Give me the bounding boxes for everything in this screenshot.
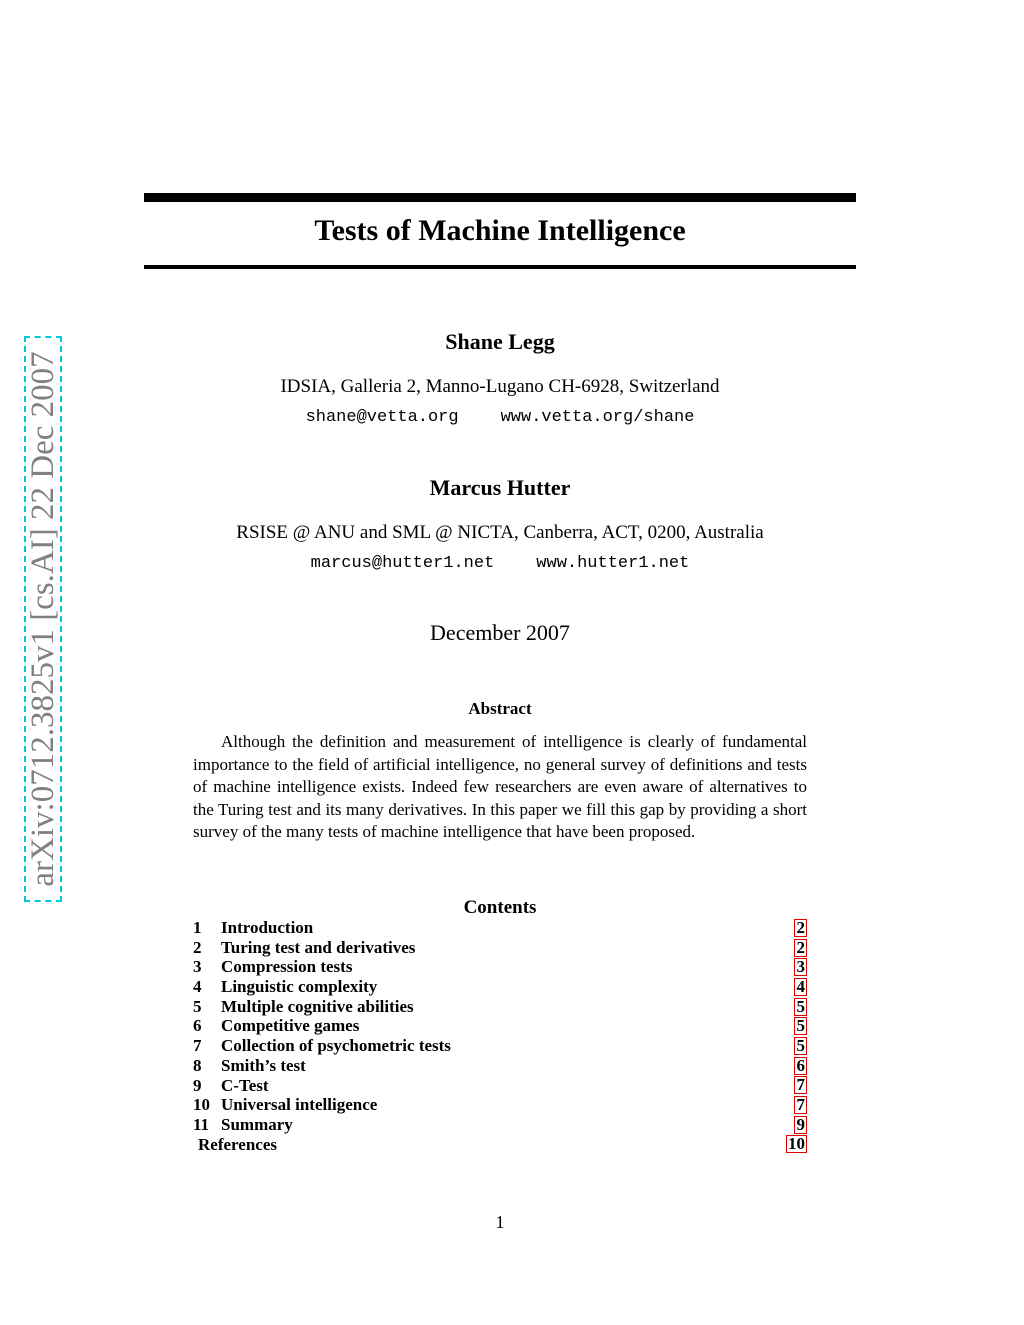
author-email-1[interactable]: shane@vetta.org: [305, 408, 459, 427]
toc-entry-page-link[interactable]: 5: [794, 998, 807, 1016]
toc-entry[interactable]: [193, 997, 807, 1017]
toc-entry-number: 10: [193, 1095, 210, 1115]
toc-entry-label[interactable]: Smith’s test: [221, 1055, 306, 1075]
toc-entry-page-link[interactable]: 6: [794, 1057, 807, 1075]
author-contact-1: [144, 407, 856, 429]
toc-entry[interactable]: [193, 977, 807, 997]
toc-entry-label[interactable]: Turing test and derivatives: [221, 937, 416, 957]
toc-entry[interactable]: [193, 1056, 807, 1076]
toc-entry[interactable]: [193, 1076, 807, 1096]
toc-entry-number: 8: [193, 1055, 202, 1075]
page-number: 1: [495, 1212, 505, 1232]
toc-entry[interactable]: [193, 1036, 807, 1056]
author-name-1: Shane Legg: [445, 329, 555, 354]
toc-entry-number: 11: [193, 1114, 210, 1134]
table-of-contents: [193, 918, 807, 1154]
toc-entry[interactable]: [193, 918, 807, 938]
toc-entry-page-link[interactable]: 10: [788, 1134, 805, 1154]
toc-entry-number: 2: [193, 937, 202, 957]
toc-entry-label[interactable]: References: [198, 1134, 277, 1154]
author-affiliation-2: RSISE @ ANU and SML @ NICTA, Canberra, ACT, 0200, Australia: [236, 522, 764, 543]
toc-entry-number: 6: [193, 1016, 202, 1036]
toc-entry-page-link[interactable]: 7: [794, 1076, 807, 1094]
toc-entry-number: 5: [193, 996, 202, 1016]
author-name-2: Marcus Hutter: [429, 475, 571, 500]
toc-entry-label[interactable]: Competitive games: [221, 1016, 360, 1036]
toc-entry-label[interactable]: Linguistic complexity: [221, 977, 378, 997]
toc-entry-label[interactable]: Multiple cognitive abilities: [221, 996, 414, 1016]
toc-entry-label[interactable]: C-Test: [221, 1075, 269, 1095]
author-website-2[interactable]: www.hutter1.net: [536, 554, 690, 573]
abstract-text: Although the definition and measurement of intelligence is clearly of fundamental importance to the field of artificial intelligence, no general survey of definitions and tests of machine intelligence exists. Indeed few researchers are even aware of alternatives to the Turing test and its many derivatives. In this paper we fill this gap by providing a short survey of the many tests of machine intelligence that have been proposed.: [193, 732, 807, 842]
toc-entry-page-link[interactable]: 2: [794, 919, 807, 937]
toc-entry[interactable]: [193, 938, 807, 958]
toc-entry[interactable]: [193, 1115, 807, 1135]
toc-entry-label[interactable]: Compression tests: [221, 957, 353, 977]
toc-entry-number: 9: [193, 1075, 202, 1095]
contents-heading: Contents: [463, 897, 537, 918]
toc-entry[interactable]: [193, 957, 807, 977]
toc-entry-page-link[interactable]: 5: [794, 1037, 807, 1055]
toc-entry[interactable]: [193, 1016, 807, 1036]
abstract-heading: Abstract: [468, 699, 532, 718]
toc-entry-page-link[interactable]: 5: [794, 1017, 807, 1035]
toc-entry-page-link[interactable]: 2: [794, 939, 807, 957]
title-rule-top: [144, 193, 856, 202]
toc-entry-label[interactable]: Introduction: [221, 918, 314, 937]
author-website-1[interactable]: www.vetta.org/shane: [500, 408, 695, 427]
toc-entry-number: 1: [193, 918, 202, 937]
paper-date: December 2007: [430, 620, 570, 645]
author-email-2[interactable]: marcus@hutter1.net: [310, 554, 495, 573]
toc-entry-number: 3: [193, 957, 202, 977]
toc-entry-page-link[interactable]: 9: [794, 1116, 807, 1134]
toc-entry[interactable]: [193, 1135, 807, 1155]
arxiv-identifier[interactable]: arXiv:0712.3825v1 [cs.AI] 22 Dec 2007: [25, 351, 61, 887]
toc-entry-label[interactable]: Universal intelligence: [221, 1095, 378, 1115]
title-rule-bottom: [144, 265, 856, 269]
toc-entry-label[interactable]: Summary: [221, 1114, 293, 1134]
toc-entry[interactable]: [193, 1095, 807, 1115]
toc-entry-number: 7: [193, 1036, 202, 1056]
toc-entry-page-link[interactable]: 4: [794, 978, 807, 996]
toc-entry-label[interactable]: Collection of psychometric tests: [221, 1036, 451, 1056]
author-affiliation-1: IDSIA, Galleria 2, Manno-Lugano CH-6928, Switzerland: [280, 376, 720, 397]
author-contact-2: [144, 553, 856, 575]
toc-entry-page-link[interactable]: 3: [794, 958, 807, 976]
toc-entry-page-link[interactable]: 7: [794, 1096, 807, 1114]
toc-entry-number: 4: [193, 977, 202, 997]
paper-title: Tests of Machine Intelligence: [314, 214, 686, 247]
